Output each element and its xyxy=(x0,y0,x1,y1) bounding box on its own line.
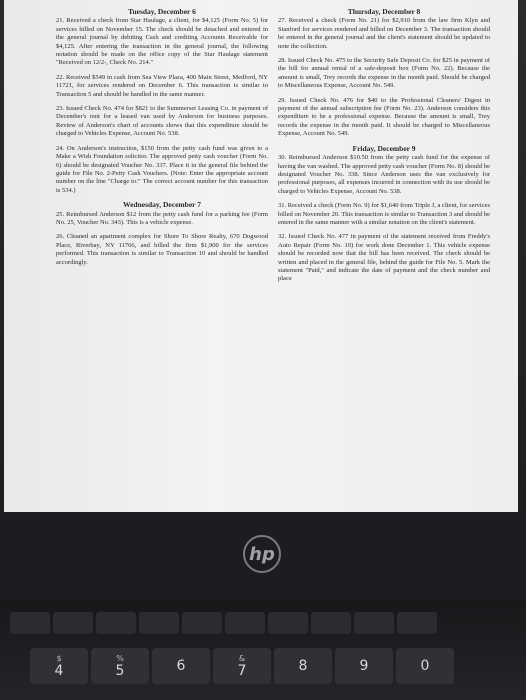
day-heading-friday: Friday, December 9 xyxy=(352,143,416,153)
key-4[interactable]: $ 4 xyxy=(30,648,88,684)
function-key[interactable] xyxy=(268,612,308,634)
transaction-24: 24. On Anderson's instruction, $150 from the petty cash fund was given to a Make a Wish Foundation solicitor. The approved petty cash voucher (Form No. 6) should be designated Voucher No. 337. Place it in the general file behind the guide for File No. 2-Petty Cash Vouchers. (Note: Enter the appropriate account number on the line "Charge to:" The correct account number for this transaction is 534.) xyxy=(56,144,268,194)
transaction-29: 29. Issued Check No. 476 for $40 to the Professional Cleaners' Digest in payment of the annual subscription fee (Form No. 23). Anderson considers this expenditure to be a professional expense. Because the amount is small, Trey records the expense in the month paid. It should be charged to Miscellaneous Expense, Account No. 549. xyxy=(278,96,490,138)
key-0[interactable]: 0 xyxy=(396,648,454,684)
textbook-page xyxy=(4,0,518,512)
transaction-22: 22. Received $549 in cash from Sea View Plaza, 400 Main Street, Medford, NY 11721, for services rendered on December 6. This transaction is similar to Transaction 5 and should be handled in the same manner. xyxy=(56,73,268,98)
function-key[interactable] xyxy=(139,612,179,634)
key-5[interactable]: % 5 xyxy=(91,648,149,684)
function-key[interactable] xyxy=(96,612,136,634)
transaction-32: 32. Issued Check No. 477 in payment of the statement received from Freddy's Auto Repair (Form No. 10) for work done December 1. This vehicle expense should be recorded now that the bill has been received. The check should be written and placed in the general file, behind the guide for File No. 5. Mark the statement "Paid," and indicate the date of payment and the check number and place xyxy=(278,233,490,283)
transaction-21: 21. Received a check from Star Haulage, a client, for $4,125 (Form No. 5) for services billed on November 15. The check should be detached and entered in the general journal by debiting Cash and crediting Accounts Receivable for $4,125. After entering the transaction in the general journal, the following notation should be made on the office copy of the Star Haulage statement "Received on 12/2-, Check No. 214." xyxy=(56,17,268,67)
function-key[interactable] xyxy=(225,612,265,634)
function-key[interactable] xyxy=(182,612,222,634)
transaction-31: 31. Received a check (Form No. 9) for $1,640 from Triple J, a client, for services billed on November 20. This transaction is similar to Transaction 3 and should be entered in the same manner with a similar notation on the client's statement. xyxy=(278,202,490,226)
transaction-30: 30. Reimbursed Anderson $10.50 from the petty cash fund for the expense of having the van washed. The approved petty cash voucher (Form No. 8) should be designated Voucher No. 338. Since Anderson uses the van exclusively for professional purposes, all expenses incurred in connection with its use should be charged to Vehicles Expense, Account No. 538. xyxy=(278,154,490,195)
function-key[interactable] xyxy=(311,612,351,634)
left-column xyxy=(56,6,268,273)
transaction-26: 26. Cleaned an apartment complex for Shore To Shore Realty, 670 Dogwood Place, Riverbay, NY 11766, and billed the firm $1,900 for the services performed. This transaction is similar to Transaction 10 and should be handled accordingly. xyxy=(56,233,268,266)
function-key[interactable] xyxy=(397,612,437,634)
number-key-row xyxy=(30,648,526,684)
function-key[interactable] xyxy=(10,612,50,634)
transaction-28: 28. Issued Check No. 475 to the Security Safe Deposit Co. for $25 in payment of the bill for annual rental of a safe-deposit box (Form No. 22). Because the amount is small, Trey records the expense in the month paid. Should be charged to Miscellaneous Expense, Account No. 549. xyxy=(278,57,490,90)
transaction-27: 27. Received a check (Form No. 21) for $2,910 from the law firm Klyn and Stanford for services rendered and billed on December 3. The transaction should be entered in the general journal and the client's statement should be updated to note the collection. xyxy=(278,17,490,50)
function-key[interactable] xyxy=(354,612,394,634)
day-heading-wednesday: Wednesday, December 7 xyxy=(123,200,201,210)
key-8[interactable]: 8 xyxy=(274,648,332,684)
day-heading-tuesday: Tuesday, December 6 xyxy=(128,7,196,16)
hp-logo: hp xyxy=(243,535,281,573)
right-column xyxy=(278,6,490,290)
transaction-25: 25. Reimbursed Anderson $12 from the petty cash fund for a parking fee (Form No. 25, Voucher No. 343). This is a vehicle expense. xyxy=(56,210,268,226)
day-heading-thursday: Thursday, December 8 xyxy=(347,7,421,16)
key-7[interactable]: & 7 xyxy=(213,648,271,684)
function-key-row xyxy=(10,612,526,634)
key-6[interactable]: 6 xyxy=(152,648,210,684)
function-key[interactable] xyxy=(53,612,93,634)
key-9[interactable]: 9 xyxy=(335,648,393,684)
transaction-23: 23. Issued Check No. 474 for $821 to the Summerset Leasing Co. in payment of December's rent for a leased van used by Anderson for business purposes. Review of Anderson's chart of accounts shows that this expenditure should be charged to Vehicles Expense, Account No. 538. xyxy=(56,105,268,138)
